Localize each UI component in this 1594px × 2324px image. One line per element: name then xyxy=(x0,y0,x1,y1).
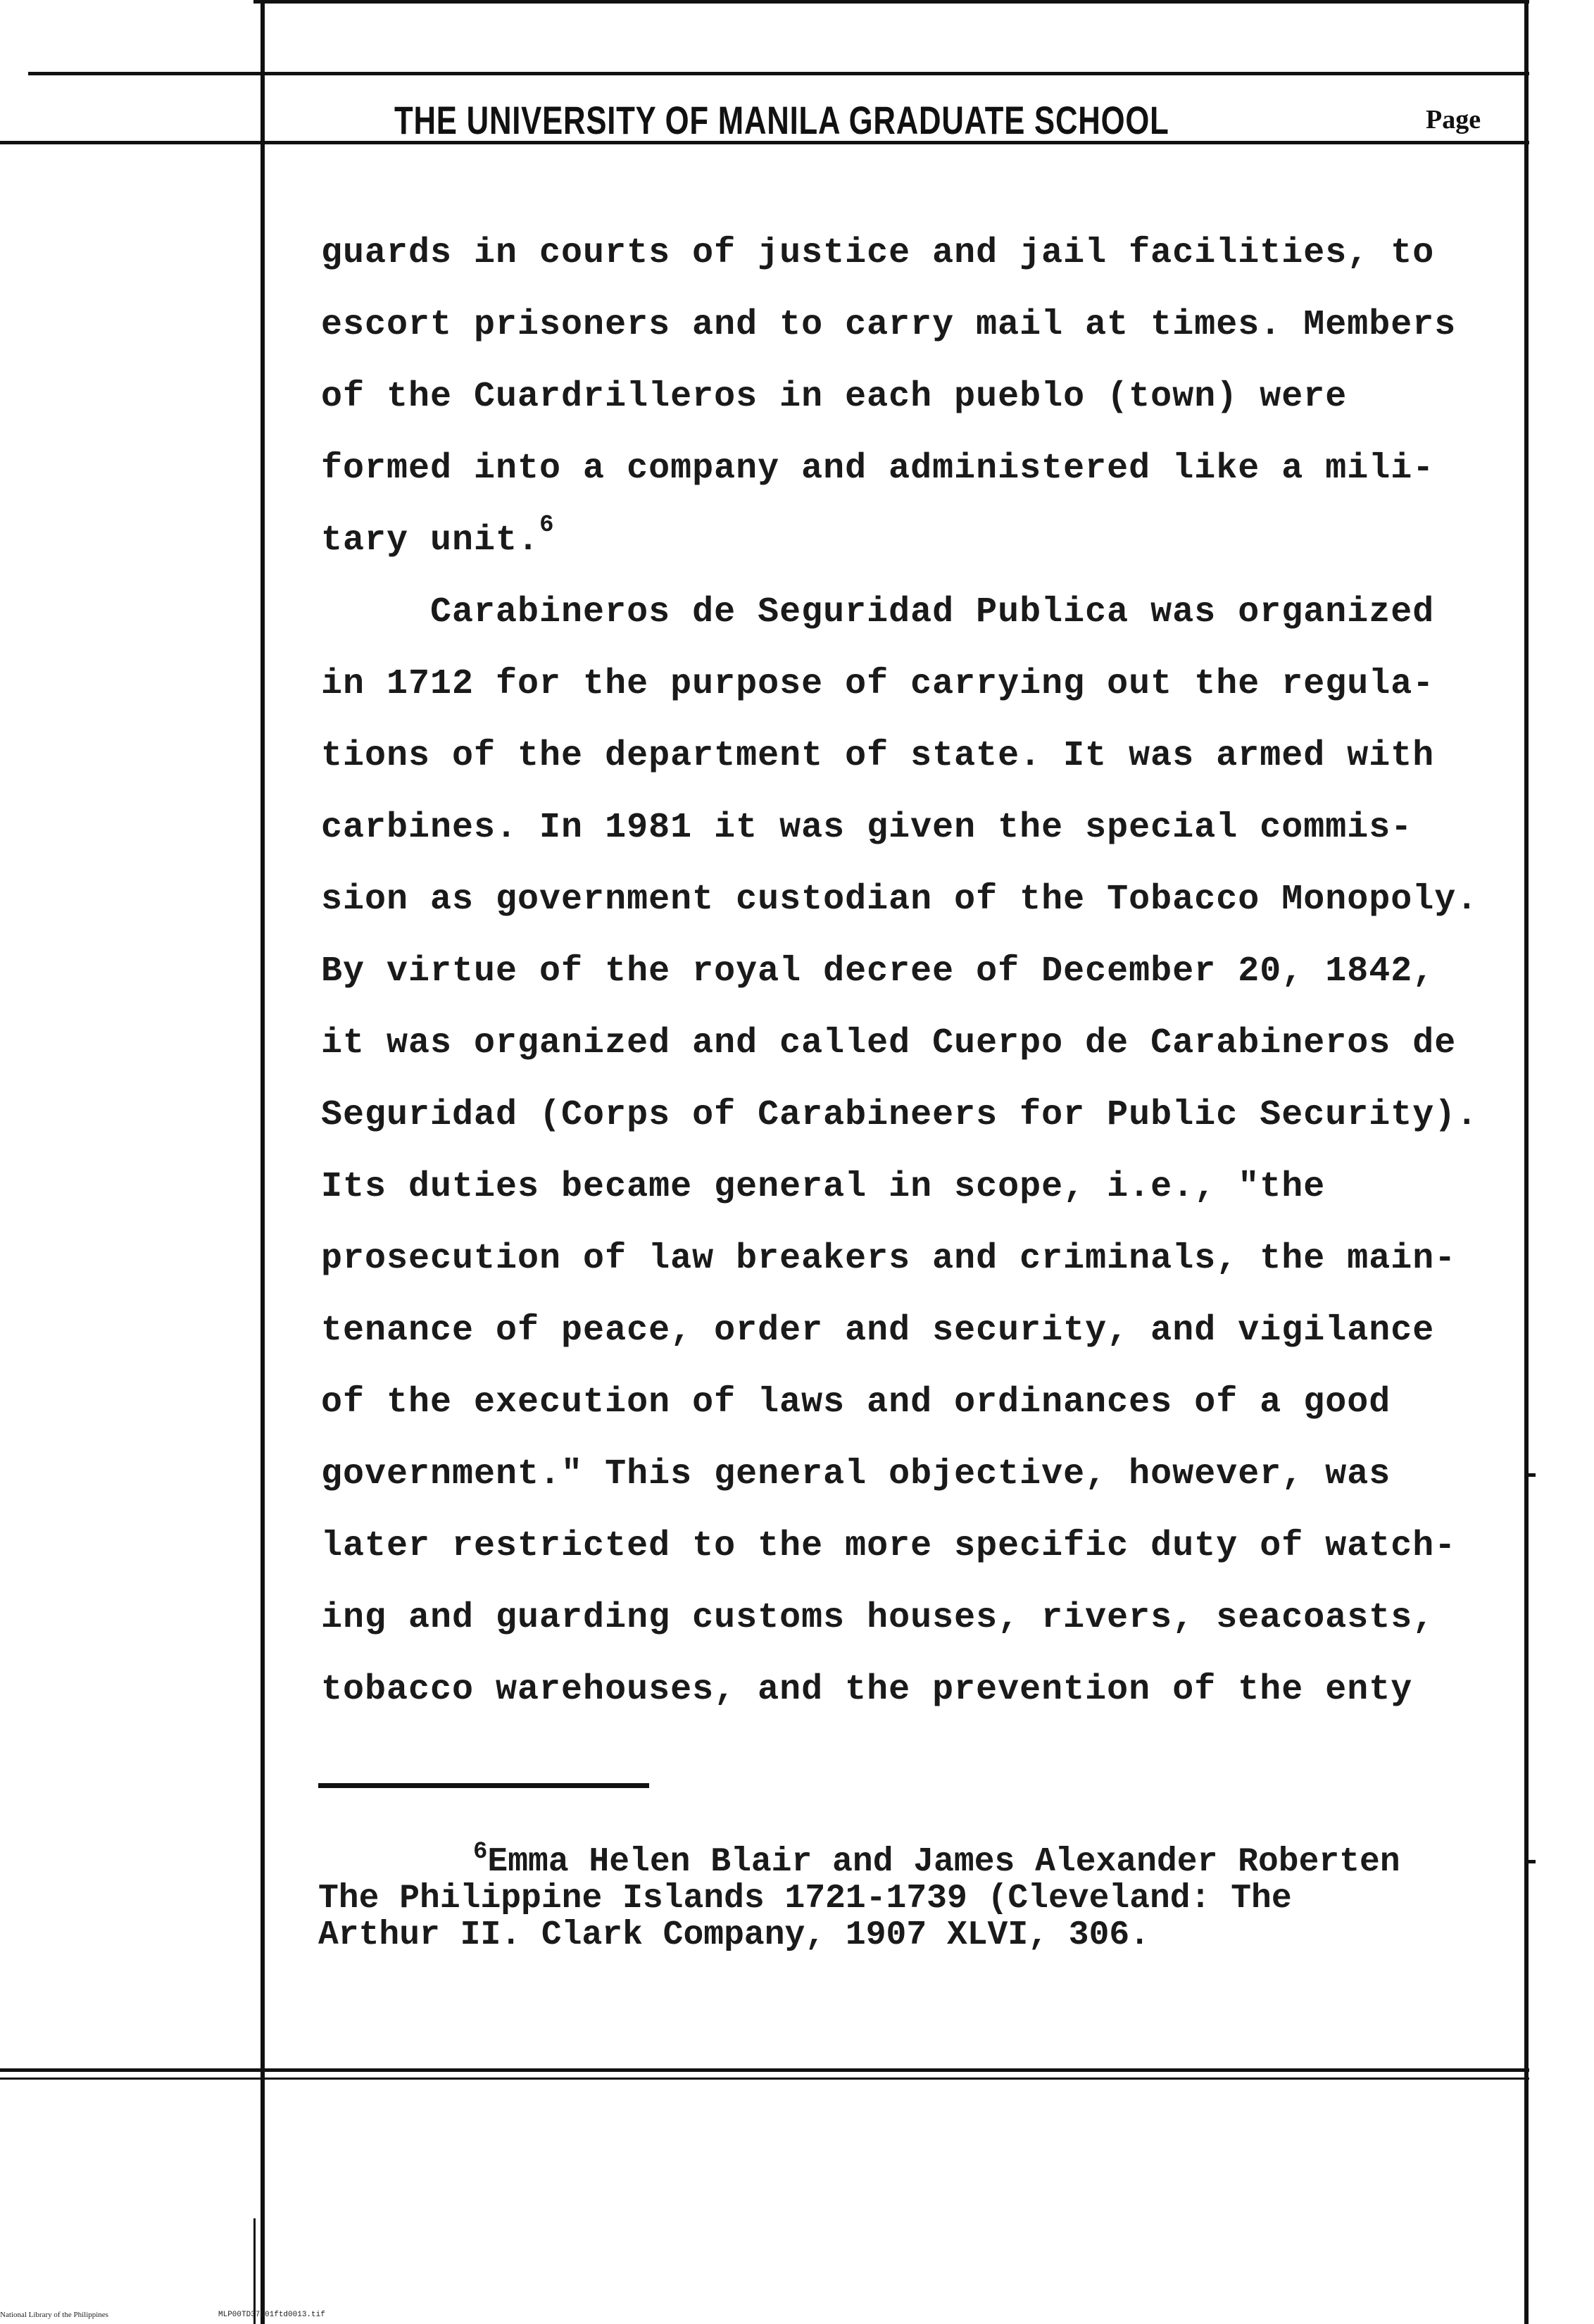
left-margin-line xyxy=(261,0,265,2324)
text-line: in 1712 for the purpose of carrying out the regula- xyxy=(321,664,1435,704)
text-line: tions of the department of state. It was armed with xyxy=(321,736,1435,776)
text-line: of the Cuardrilleros in each pueblo (town) were xyxy=(321,377,1348,417)
text-line: tobacco warehouses, and the prevention of the enty xyxy=(321,1670,1413,1710)
footer-top-rule xyxy=(0,2068,1529,2072)
text-line: formed into a company and administered like a mili- xyxy=(321,449,1435,489)
text-line-with-footnote xyxy=(321,512,1518,592)
text-line: Its duties became general in scope, i.e., "the xyxy=(321,1167,1326,1207)
text-line: government." This general objective, however, was xyxy=(321,1454,1391,1494)
footnote xyxy=(318,1839,1543,1954)
text-line: tary unit. xyxy=(321,520,540,561)
right-tick-upper xyxy=(1524,1473,1536,1477)
footnote-reference: 6 xyxy=(539,512,555,539)
left-margin-line-inner xyxy=(253,2218,256,2324)
text-line: sion as government custodian of the Tobacco Monopoly. xyxy=(321,880,1479,920)
text-line: later restricted to the more specific duty of watch- xyxy=(321,1526,1457,1566)
footnote-citation-authors: Emma Helen Blair and James Alexander Roberten xyxy=(487,1843,1400,1881)
footnote-number: 6 xyxy=(473,1839,488,1866)
scan-filename: MLP00TD37501ftd0013.tif xyxy=(218,2311,325,2319)
text-line: it was organized and called Cuerpo de Carabineros de xyxy=(321,1023,1457,1063)
header-top-rule xyxy=(28,72,1529,75)
text-line: ing and guarding customs houses, rivers, seacoasts, xyxy=(321,1598,1435,1638)
footnote-line-1 xyxy=(318,1839,1543,1881)
text-line: guards in courts of justice and jail facilities, to xyxy=(321,233,1435,273)
footer-bottom-rule xyxy=(0,2078,1529,2080)
right-margin-line xyxy=(1524,0,1529,2324)
footnote-rule xyxy=(318,1783,649,1788)
text-line: carbines. In 1981 it was given the special commis- xyxy=(321,808,1413,848)
text-line: Seguridad (Corps of Carabineers for Public Security). xyxy=(321,1095,1479,1135)
top-border-line xyxy=(253,0,1529,4)
school-heading: THE UNIVERSITY OF MANILA GRADUATE SCHOOL xyxy=(394,98,1169,142)
body-text xyxy=(321,232,1518,1741)
text-line: tenance of peace, order and security, and vigilance xyxy=(321,1311,1435,1351)
page-label: Page xyxy=(1426,105,1481,135)
text-line: prosecution of law breakers and criminals, the main- xyxy=(321,1239,1457,1279)
scan-caption: National Library of the Philippines xyxy=(0,2311,108,2319)
text-line: of the execution of laws and ordinances of a good xyxy=(321,1382,1391,1423)
footnote-line-2: The Philippine Islands 1721-1739 (Cleveland: The xyxy=(318,1880,1292,1918)
text-line: escort prisoners and to carry mail at times. Members xyxy=(321,305,1457,345)
text-line: By virtue of the royal decree of December 20, 1842, xyxy=(321,951,1435,992)
text-line: Carabineros de Seguridad Publica was organized xyxy=(321,592,1435,632)
footnote-line-3: Arthur II. Clark Company, 1907 XLVI, 306. xyxy=(318,1916,1150,1954)
